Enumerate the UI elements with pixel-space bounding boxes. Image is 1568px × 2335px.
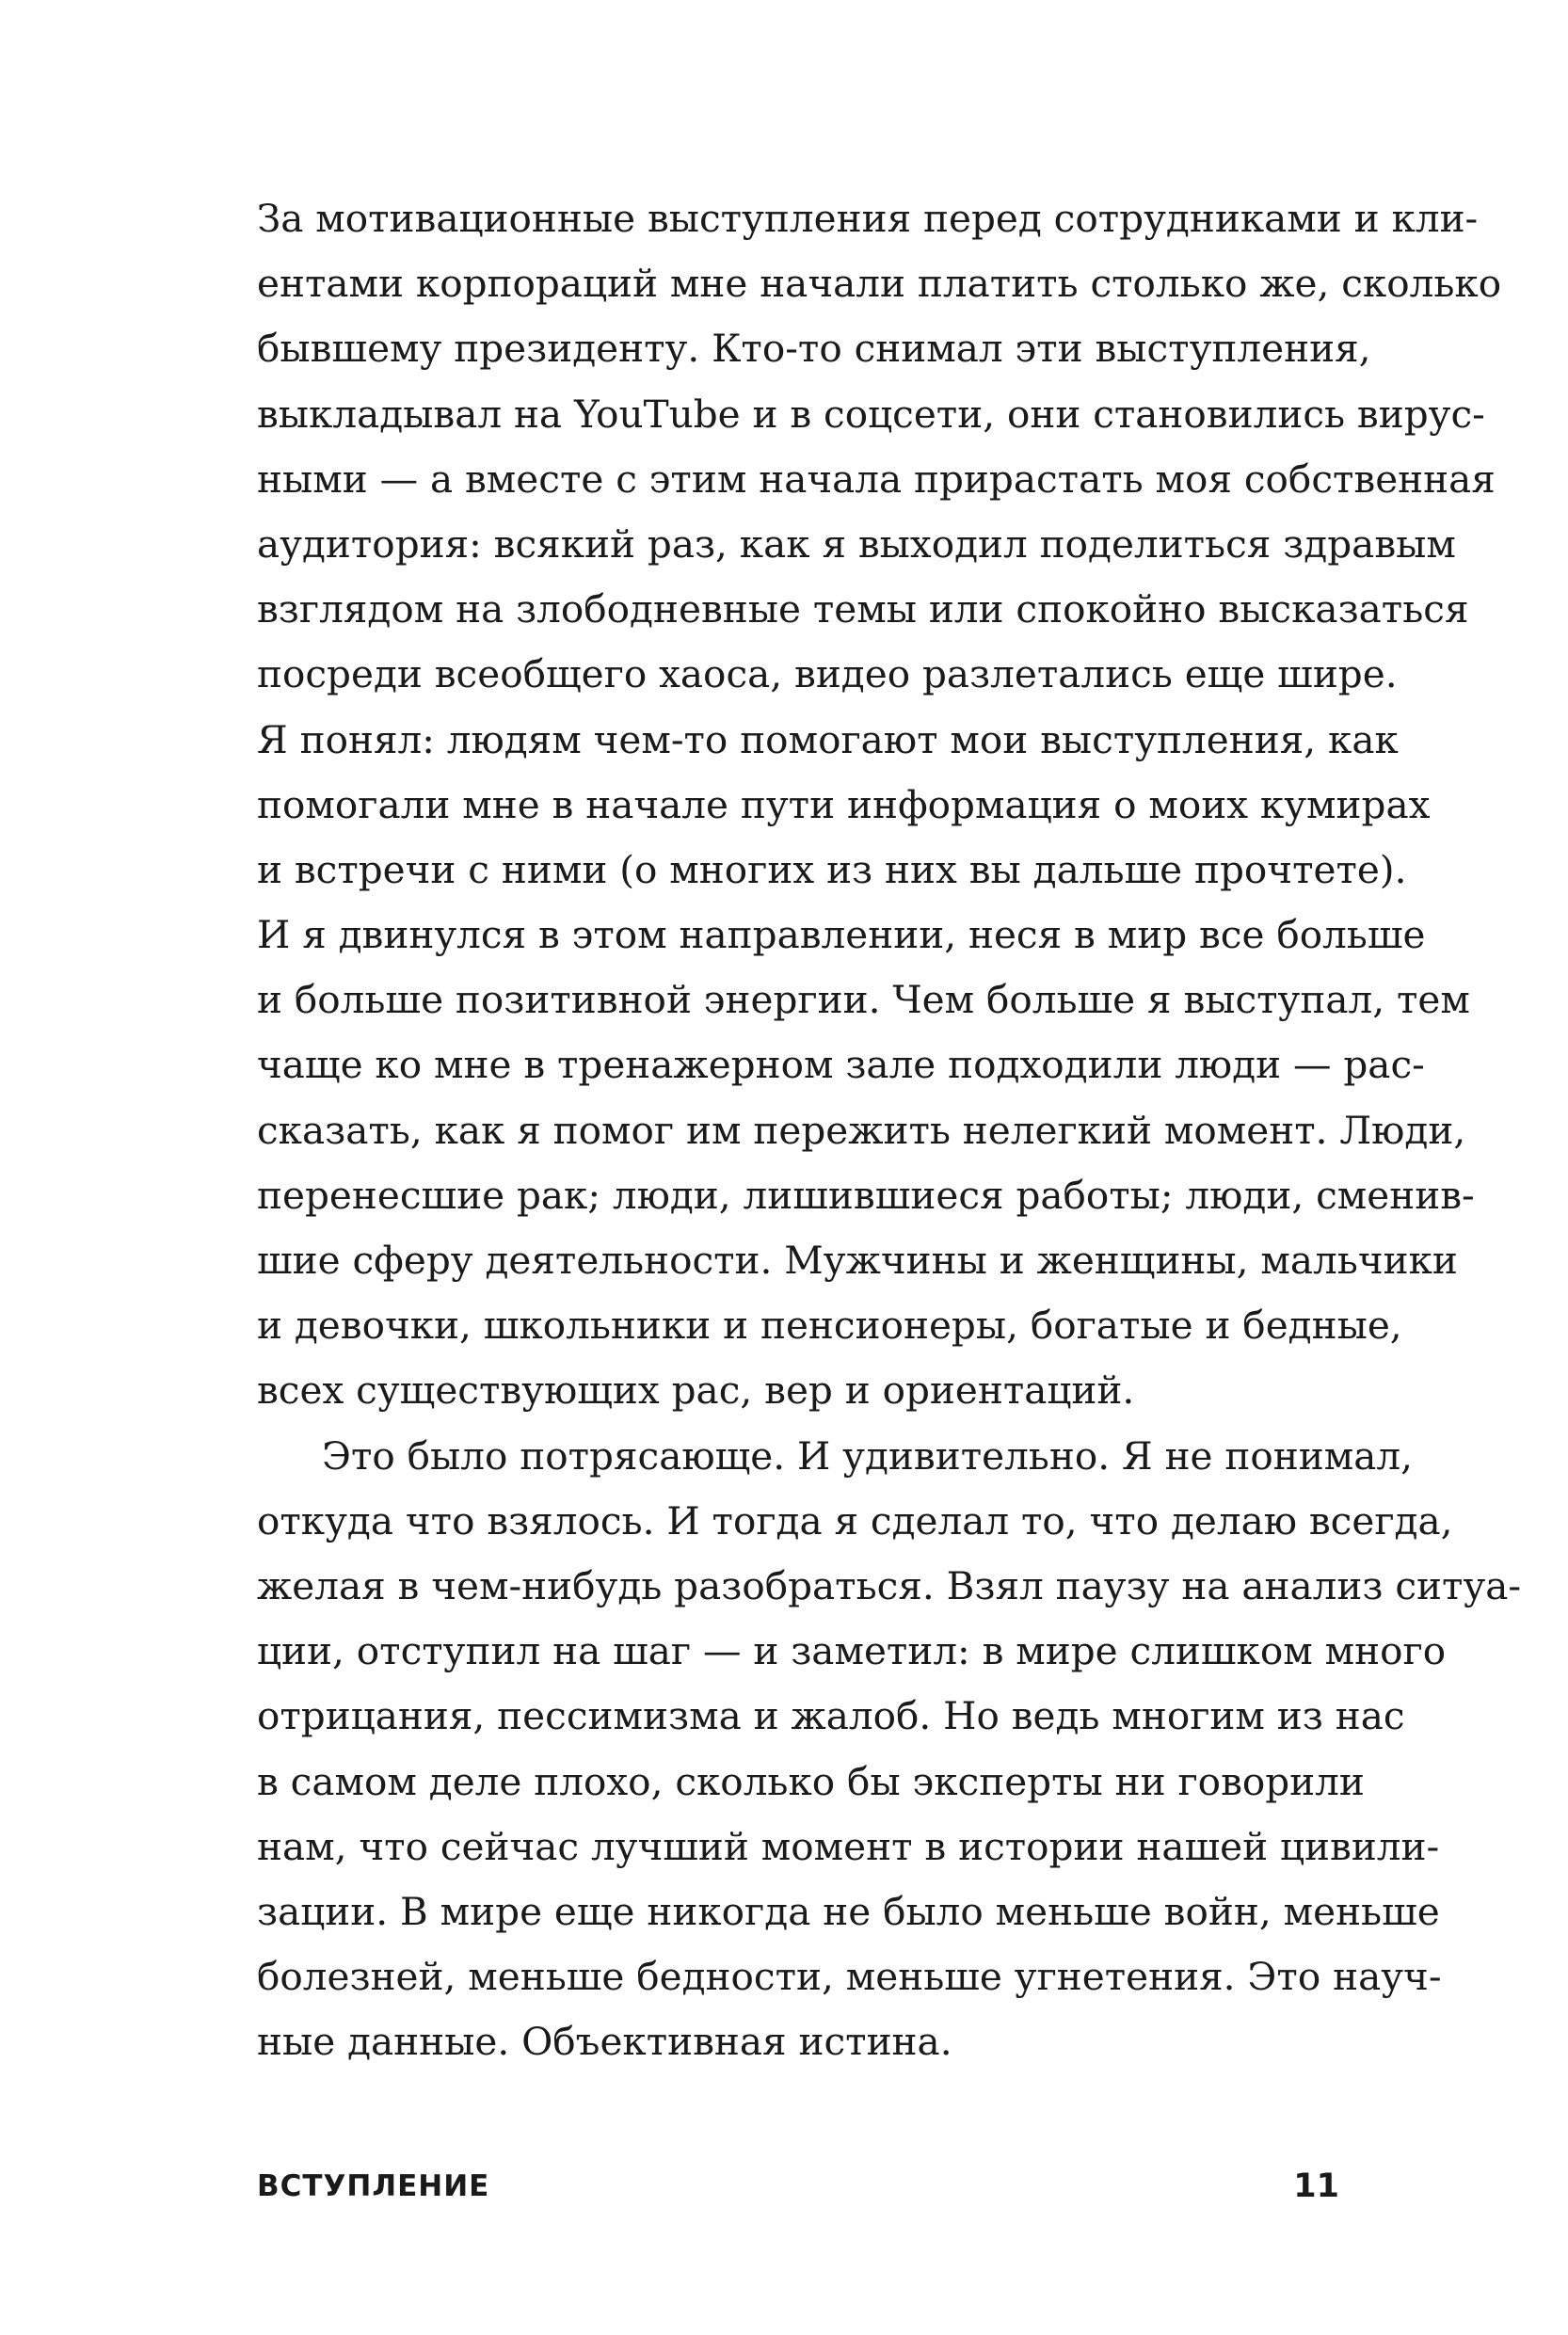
text-line: сказать, как я помог им пережить нелегкий момент. Люди, — [257, 1107, 1466, 1153]
text-line: помогали мне в начале пути информация о моих кумирах — [257, 781, 1431, 827]
text-line: болезней, меньше бедности, меньше угнетения. Это науч- — [257, 1954, 1442, 2000]
text-line: всех существующих рас, вер и ориентаций. — [257, 1367, 1135, 1414]
text-line: ентами корпораций мне начали платить столько же, сколько — [257, 261, 1502, 307]
text-line: Это было потрясающе. И удивительно. Я не понимал, — [322, 1432, 1414, 1479]
text-line: шие сферу деятельности. Мужчины и женщины, мальчики — [257, 1238, 1458, 1283]
text-line: За мотивационные выступления перед сотрудниками и кли- — [257, 196, 1479, 241]
text-line: отрицания, пессимизма и жалоб. Но ведь многим из нас — [257, 1693, 1405, 1739]
text-line: И я двинулся в этом направлении, неся в мир все больше — [257, 912, 1426, 958]
text-line: взглядом на злободневные темы или спокойно высказаться — [257, 586, 1469, 632]
text-line: откуда что взялось. И тогда я сделал то, что делаю всегда, — [257, 1497, 1453, 1543]
text-line: Я понял: людям чем-то помогают мои выступления, как — [257, 716, 1399, 762]
text-line: нам, что сейчас лучший момент в истории нашей цивили- — [257, 1823, 1440, 1869]
text-line: посреди всеобщего хаоса, видео разлетались еще шире. — [257, 651, 1398, 697]
text-line: и встречи с ними (о многих из них вы дальше прочтете). — [257, 846, 1407, 892]
text-line: и больше позитивной энергии. Чем больше я выступал, тем — [257, 977, 1470, 1023]
page-number: 11 — [1293, 2167, 1339, 2205]
text-line: желая в чем-нибудь разобраться. Взял паузу на анализ ситуа- — [257, 1562, 1522, 1608]
text-line: и девочки, школьники и пенсионеры, богатые и бедные, — [257, 1303, 1402, 1349]
text-line: аудитория: всякий раз, как я выходил поделиться здравым — [257, 520, 1456, 567]
text-line: ные данные. Объективная истина. — [257, 2019, 952, 2065]
text-line: ными — а вместе с этим начала прирастать моя собственная — [257, 456, 1496, 502]
running-head: ВСТУПЛЕНИЕ — [257, 2169, 490, 2203]
text-line: ции, отступил на шаг — и заметил: в мире слишком много — [257, 1628, 1447, 1674]
page-footer — [257, 2163, 1339, 2210]
text-line: зации. В мире еще никогда не было меньше войн, меньше — [257, 1888, 1440, 1934]
text-line: чаще ко мне в тренажерном зале подходили люди — рас- — [257, 1042, 1425, 1088]
text-line: бывшему президенту. Кто-то снимал эти выступления, — [257, 326, 1371, 372]
body-text — [257, 186, 1522, 2074]
text-line: в самом деле плохо, сколько бы эксперты ни говорили — [257, 1758, 1365, 1804]
text-line: перенесшие рак; люди, лишившиеся работы; люди, сменив- — [257, 1172, 1475, 1218]
text-line: выкладывал на YouTube и в соцсети, они становились вирус- — [257, 391, 1485, 437]
